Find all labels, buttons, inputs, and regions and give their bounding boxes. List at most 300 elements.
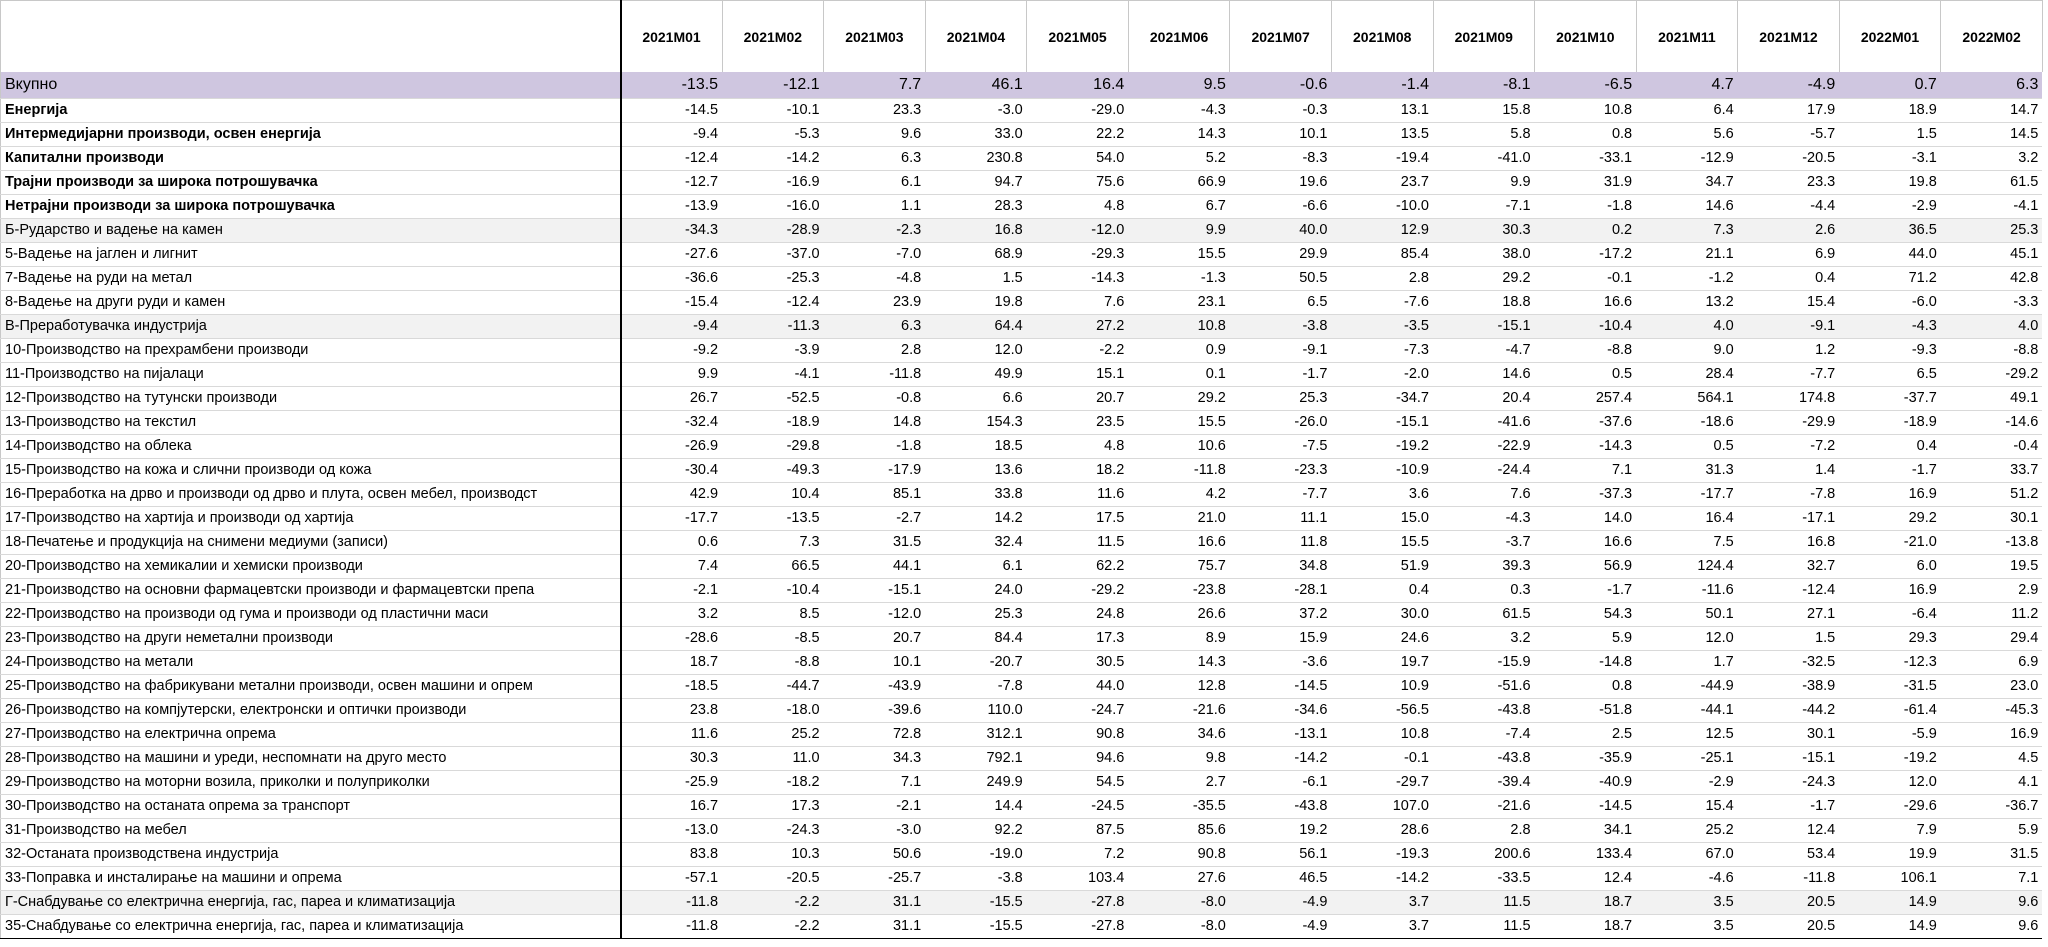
value-cell[interactable]: 23.1 (1128, 291, 1230, 315)
row-label-cell[interactable]: Интермедијарни производи, освен енергија (1, 123, 621, 147)
value-cell[interactable]: 19.5 (1941, 555, 2043, 579)
value-cell[interactable]: 25.3 (1230, 387, 1332, 411)
value-cell[interactable]: 133.4 (1535, 843, 1637, 867)
value-cell[interactable]: 32.4 (925, 531, 1027, 555)
value-cell[interactable]: -43.8 (1433, 699, 1535, 723)
value-cell[interactable]: 17.5 (1027, 507, 1129, 531)
value-cell[interactable]: 29.3 (1839, 627, 1941, 651)
value-cell[interactable]: 19.9 (1839, 843, 1941, 867)
value-cell[interactable]: -19.0 (925, 843, 1027, 867)
value-cell[interactable]: -7.8 (925, 675, 1027, 699)
value-cell[interactable]: 33.8 (925, 483, 1027, 507)
value-cell[interactable]: -3.6 (1230, 651, 1332, 675)
value-cell[interactable]: -8.8 (722, 651, 824, 675)
value-cell[interactable]: 20.4 (1433, 387, 1535, 411)
value-cell[interactable]: -19.3 (1331, 843, 1433, 867)
value-cell[interactable]: -7.1 (1433, 195, 1535, 219)
value-cell[interactable]: -10.0 (1331, 195, 1433, 219)
value-cell[interactable]: -3.0 (925, 99, 1027, 123)
value-cell[interactable]: 22.2 (1027, 123, 1129, 147)
value-cell[interactable]: 10.6 (1128, 435, 1230, 459)
value-cell[interactable]: -3.5 (1331, 315, 1433, 339)
value-cell[interactable]: -15.1 (824, 579, 926, 603)
value-cell[interactable]: 4.0 (1636, 315, 1738, 339)
value-cell[interactable]: 87.5 (1027, 819, 1129, 843)
value-cell[interactable]: -44.2 (1738, 699, 1840, 723)
row-label-cell[interactable]: В-Преработувачка индустрија (1, 315, 621, 339)
value-cell[interactable]: 14.5 (1941, 123, 2043, 147)
value-cell[interactable]: 12.8 (1128, 675, 1230, 699)
value-cell[interactable]: -15.5 (925, 915, 1027, 939)
value-cell[interactable]: 110.0 (925, 699, 1027, 723)
value-cell[interactable]: 20.5 (1738, 915, 1840, 939)
value-cell[interactable]: -29.7 (1331, 771, 1433, 795)
value-cell[interactable]: 26.7 (621, 387, 723, 411)
value-cell[interactable]: -12.0 (1027, 219, 1129, 243)
value-cell[interactable]: -7.3 (1331, 339, 1433, 363)
value-cell[interactable]: 5.6 (1636, 123, 1738, 147)
value-cell[interactable]: 16.8 (1738, 531, 1840, 555)
value-cell[interactable]: -13.8 (1941, 531, 2043, 555)
value-cell[interactable]: 94.7 (925, 171, 1027, 195)
value-cell[interactable]: 18.7 (1535, 891, 1637, 915)
value-cell[interactable]: 7.6 (1027, 291, 1129, 315)
value-cell[interactable]: -11.8 (824, 363, 926, 387)
value-cell[interactable]: -1.2 (1636, 267, 1738, 291)
value-cell[interactable]: -2.7 (824, 507, 926, 531)
value-cell[interactable]: -3.8 (925, 867, 1027, 891)
value-cell[interactable]: -3.9 (722, 339, 824, 363)
value-cell[interactable]: -3.3 (1941, 291, 2043, 315)
value-cell[interactable]: -12.7 (621, 171, 723, 195)
value-cell[interactable]: 15.5 (1128, 243, 1230, 267)
value-cell[interactable]: 9.9 (621, 363, 723, 387)
value-cell[interactable]: 7.4 (621, 555, 723, 579)
row-label-cell[interactable]: 7-Вадење на руди на метал (1, 267, 621, 291)
value-cell[interactable]: 21.1 (1636, 243, 1738, 267)
value-cell[interactable]: 18.2 (1027, 459, 1129, 483)
value-cell[interactable]: 14.6 (1433, 363, 1535, 387)
value-cell[interactable]: 7.2 (1027, 843, 1129, 867)
value-cell[interactable]: 16.4 (1636, 507, 1738, 531)
row-label-cell[interactable]: Вкупно (1, 72, 621, 99)
value-cell[interactable]: 10.1 (1230, 123, 1332, 147)
value-cell[interactable]: 6.5 (1230, 291, 1332, 315)
row-label-cell[interactable]: Нетрајни производи за широка потрошувачка (1, 195, 621, 219)
value-cell[interactable]: -8.8 (1535, 339, 1637, 363)
value-cell[interactable]: 174.8 (1738, 387, 1840, 411)
value-cell[interactable]: -29.2 (1941, 363, 2043, 387)
value-cell[interactable]: -52.5 (722, 387, 824, 411)
row-label-cell[interactable]: Трајни производи за широка потрошувачка (1, 171, 621, 195)
value-cell[interactable]: -13.1 (1230, 723, 1332, 747)
row-label-cell[interactable]: 10-Производство на прехрамбени производи (1, 339, 621, 363)
value-cell[interactable]: -32.5 (1738, 651, 1840, 675)
value-cell[interactable]: 13.1 (1331, 99, 1433, 123)
value-cell[interactable]: 94.6 (1027, 747, 1129, 771)
value-cell[interactable]: 0.7 (1839, 72, 1941, 99)
value-cell[interactable]: -7.5 (1230, 435, 1332, 459)
value-cell[interactable]: -37.7 (1839, 387, 1941, 411)
value-cell[interactable]: 12.0 (925, 339, 1027, 363)
row-label-cell[interactable]: Г-Снабдување со електрична енергија, гас, пареа и климатизација (1, 891, 621, 915)
value-cell[interactable]: 28.4 (1636, 363, 1738, 387)
value-cell[interactable]: -1.3 (1128, 267, 1230, 291)
value-cell[interactable]: 31.5 (1941, 843, 2043, 867)
value-cell[interactable]: 19.2 (1230, 819, 1332, 843)
value-cell[interactable]: 6.0 (1839, 555, 1941, 579)
value-cell[interactable]: 46.1 (925, 72, 1027, 99)
value-cell[interactable]: 14.8 (824, 411, 926, 435)
value-cell[interactable]: -4.1 (1941, 195, 2043, 219)
value-cell[interactable]: 14.9 (1839, 915, 1941, 939)
value-cell[interactable]: -11.8 (621, 915, 723, 939)
value-cell[interactable]: 7.3 (1636, 219, 1738, 243)
value-cell[interactable]: 32.7 (1738, 555, 1840, 579)
value-cell[interactable]: -38.9 (1738, 675, 1840, 699)
value-cell[interactable]: 9.6 (1941, 915, 2043, 939)
value-cell[interactable]: 6.3 (824, 147, 926, 171)
value-cell[interactable]: -0.3 (1230, 99, 1332, 123)
value-cell[interactable]: -13.0 (621, 819, 723, 843)
value-cell[interactable]: 31.5 (824, 531, 926, 555)
column-header[interactable]: 2021M08 (1331, 1, 1433, 73)
value-cell[interactable]: -9.4 (621, 123, 723, 147)
value-cell[interactable]: -36.7 (1941, 795, 2043, 819)
value-cell[interactable]: -29.8 (722, 435, 824, 459)
value-cell[interactable]: 40.0 (1230, 219, 1332, 243)
value-cell[interactable]: -9.4 (621, 315, 723, 339)
value-cell[interactable]: 5.8 (1433, 123, 1535, 147)
value-cell[interactable]: -23.3 (1230, 459, 1332, 483)
value-cell[interactable]: 34.3 (824, 747, 926, 771)
value-cell[interactable]: 0.4 (1839, 435, 1941, 459)
value-cell[interactable]: 2.7 (1128, 771, 1230, 795)
row-label-cell[interactable]: 18-Печатење и продукција на снимени медиуми (записи) (1, 531, 621, 555)
value-cell[interactable]: -40.9 (1535, 771, 1637, 795)
value-cell[interactable]: 12.0 (1839, 771, 1941, 795)
value-cell[interactable]: 2.8 (824, 339, 926, 363)
value-cell[interactable]: 3.5 (1636, 891, 1738, 915)
value-cell[interactable]: -29.9 (1738, 411, 1840, 435)
row-label-cell[interactable]: 24-Производство на метали (1, 651, 621, 675)
value-cell[interactable]: 7.1 (824, 771, 926, 795)
value-cell[interactable]: -7.7 (1738, 363, 1840, 387)
value-cell[interactable]: 23.5 (1027, 411, 1129, 435)
column-header[interactable]: 2021M07 (1230, 1, 1332, 73)
value-cell[interactable]: -43.8 (1230, 795, 1332, 819)
value-cell[interactable]: 9.9 (1433, 171, 1535, 195)
value-cell[interactable]: 34.7 (1636, 171, 1738, 195)
value-cell[interactable]: -12.0 (824, 603, 926, 627)
value-cell[interactable]: -39.6 (824, 699, 926, 723)
value-cell[interactable]: -1.8 (824, 435, 926, 459)
value-cell[interactable]: -35.9 (1535, 747, 1637, 771)
value-cell[interactable]: 106.1 (1839, 867, 1941, 891)
row-label-cell[interactable]: 20-Производство на хемикалии и хемиски производи (1, 555, 621, 579)
value-cell[interactable]: 107.0 (1331, 795, 1433, 819)
value-cell[interactable]: -27.6 (621, 243, 723, 267)
value-cell[interactable]: -4.3 (1433, 507, 1535, 531)
value-cell[interactable]: -17.7 (621, 507, 723, 531)
value-cell[interactable]: 3.2 (1433, 627, 1535, 651)
row-label-cell[interactable]: 17-Производство на хартија и производи од хартија (1, 507, 621, 531)
value-cell[interactable]: -21.6 (1128, 699, 1230, 723)
value-cell[interactable]: -2.0 (1331, 363, 1433, 387)
value-cell[interactable]: 17.3 (722, 795, 824, 819)
value-cell[interactable]: 37.2 (1230, 603, 1332, 627)
value-cell[interactable]: 18.8 (1433, 291, 1535, 315)
value-cell[interactable]: -51.8 (1535, 699, 1637, 723)
value-cell[interactable]: 54.3 (1535, 603, 1637, 627)
value-cell[interactable]: 66.5 (722, 555, 824, 579)
value-cell[interactable]: 8.5 (722, 603, 824, 627)
value-cell[interactable]: -4.3 (1839, 315, 1941, 339)
value-cell[interactable]: -18.0 (722, 699, 824, 723)
value-cell[interactable]: 83.8 (621, 843, 723, 867)
value-cell[interactable]: 2.8 (1331, 267, 1433, 291)
value-cell[interactable]: -29.6 (1839, 795, 1941, 819)
value-cell[interactable]: 6.3 (1941, 72, 2043, 99)
value-cell[interactable]: 7.9 (1839, 819, 1941, 843)
value-cell[interactable]: 0.8 (1535, 675, 1637, 699)
value-cell[interactable]: 26.6 (1128, 603, 1230, 627)
value-cell[interactable]: 21.0 (1128, 507, 1230, 531)
value-cell[interactable]: -5.3 (722, 123, 824, 147)
value-cell[interactable]: -7.4 (1433, 723, 1535, 747)
value-cell[interactable]: -18.9 (722, 411, 824, 435)
value-cell[interactable]: 49.1 (1941, 387, 2043, 411)
value-cell[interactable]: 29.4 (1941, 627, 2043, 651)
value-cell[interactable]: 23.8 (621, 699, 723, 723)
value-cell[interactable]: -14.6 (1941, 411, 2043, 435)
value-cell[interactable]: -16.9 (722, 171, 824, 195)
value-cell[interactable]: -8.5 (722, 627, 824, 651)
value-cell[interactable]: -11.8 (621, 891, 723, 915)
row-label-cell[interactable]: 21-Производство на основни фармацевтски производи и фармацевтски препа (1, 579, 621, 603)
value-cell[interactable]: 51.2 (1941, 483, 2043, 507)
value-cell[interactable]: 7.6 (1433, 483, 1535, 507)
value-cell[interactable]: 103.4 (1027, 867, 1129, 891)
value-cell[interactable]: -15.9 (1433, 651, 1535, 675)
value-cell[interactable]: -25.3 (722, 267, 824, 291)
value-cell[interactable]: -24.4 (1433, 459, 1535, 483)
value-cell[interactable]: 23.9 (824, 291, 926, 315)
value-cell[interactable]: -9.3 (1839, 339, 1941, 363)
column-header[interactable]: 2021M01 (621, 1, 723, 73)
value-cell[interactable]: -8.0 (1128, 915, 1230, 939)
value-cell[interactable]: -11.8 (1128, 459, 1230, 483)
value-cell[interactable]: 7.5 (1636, 531, 1738, 555)
value-cell[interactable]: 7.1 (1941, 867, 2043, 891)
value-cell[interactable]: -7.8 (1738, 483, 1840, 507)
value-cell[interactable]: -28.9 (722, 219, 824, 243)
value-cell[interactable]: -2.2 (722, 891, 824, 915)
value-cell[interactable]: 4.1 (1941, 771, 2043, 795)
value-cell[interactable]: 18.9 (1839, 99, 1941, 123)
value-cell[interactable]: -12.4 (722, 291, 824, 315)
value-cell[interactable]: -1.8 (1535, 195, 1637, 219)
value-cell[interactable]: -20.7 (925, 651, 1027, 675)
value-cell[interactable]: 50.5 (1230, 267, 1332, 291)
value-cell[interactable]: 1.5 (925, 267, 1027, 291)
value-cell[interactable]: -8.8 (1941, 339, 2043, 363)
value-cell[interactable]: -4.9 (1738, 72, 1840, 99)
column-header[interactable]: 2021M10 (1535, 1, 1637, 73)
value-cell[interactable]: 75.7 (1128, 555, 1230, 579)
value-cell[interactable]: 42.8 (1941, 267, 2043, 291)
value-cell[interactable]: -4.9 (1230, 891, 1332, 915)
value-cell[interactable]: 11.8 (1230, 531, 1332, 555)
value-cell[interactable]: -51.6 (1433, 675, 1535, 699)
value-cell[interactable]: 34.8 (1230, 555, 1332, 579)
value-cell[interactable]: -13.5 (621, 72, 723, 99)
value-cell[interactable]: 56.1 (1230, 843, 1332, 867)
value-cell[interactable]: 0.9 (1128, 339, 1230, 363)
value-cell[interactable]: 4.5 (1941, 747, 2043, 771)
value-cell[interactable]: -1.7 (1738, 795, 1840, 819)
value-cell[interactable]: 10.8 (1128, 315, 1230, 339)
value-cell[interactable]: 24.8 (1027, 603, 1129, 627)
value-cell[interactable]: 6.9 (1941, 651, 2043, 675)
row-label-cell[interactable]: 11-Производство на пијалаци (1, 363, 621, 387)
value-cell[interactable]: -20.5 (1738, 147, 1840, 171)
value-cell[interactable]: 49.9 (925, 363, 1027, 387)
value-cell[interactable]: -4.7 (1433, 339, 1535, 363)
value-cell[interactable]: 11.6 (1027, 483, 1129, 507)
value-cell[interactable]: 12.4 (1738, 819, 1840, 843)
value-cell[interactable]: 17.9 (1738, 99, 1840, 123)
value-cell[interactable]: 42.9 (621, 483, 723, 507)
value-cell[interactable]: 7.7 (824, 72, 926, 99)
value-cell[interactable]: 54.5 (1027, 771, 1129, 795)
value-cell[interactable]: -44.7 (722, 675, 824, 699)
value-cell[interactable]: 56.9 (1535, 555, 1637, 579)
value-cell[interactable]: -16.0 (722, 195, 824, 219)
value-cell[interactable]: 15.4 (1738, 291, 1840, 315)
value-cell[interactable]: -12.9 (1636, 147, 1738, 171)
value-cell[interactable]: 30.0 (1331, 603, 1433, 627)
value-cell[interactable]: 33.0 (925, 123, 1027, 147)
value-cell[interactable]: 10.9 (1331, 675, 1433, 699)
value-cell[interactable]: 9.9 (1128, 219, 1230, 243)
value-cell[interactable]: 14.3 (1128, 651, 1230, 675)
value-cell[interactable]: -7.2 (1738, 435, 1840, 459)
value-cell[interactable]: -24.7 (1027, 699, 1129, 723)
value-cell[interactable]: -10.1 (722, 99, 824, 123)
value-cell[interactable]: -4.3 (1128, 99, 1230, 123)
value-cell[interactable]: -27.8 (1027, 891, 1129, 915)
value-cell[interactable]: -5.9 (1839, 723, 1941, 747)
value-cell[interactable]: -32.4 (621, 411, 723, 435)
value-cell[interactable]: 4.2 (1128, 483, 1230, 507)
value-cell[interactable]: 3.6 (1331, 483, 1433, 507)
value-cell[interactable]: -4.8 (824, 267, 926, 291)
value-cell[interactable]: -7.7 (1230, 483, 1332, 507)
value-cell[interactable]: 14.2 (925, 507, 1027, 531)
value-cell[interactable]: -10.9 (1331, 459, 1433, 483)
value-cell[interactable]: -3.7 (1433, 531, 1535, 555)
value-cell[interactable]: -14.2 (1230, 747, 1332, 771)
value-cell[interactable]: -61.4 (1839, 699, 1941, 723)
value-cell[interactable]: 4.0 (1941, 315, 2043, 339)
value-cell[interactable]: -14.2 (722, 147, 824, 171)
value-cell[interactable]: 11.2 (1941, 603, 2043, 627)
value-cell[interactable]: 31.9 (1535, 171, 1637, 195)
value-cell[interactable]: 16.6 (1128, 531, 1230, 555)
value-cell[interactable]: 792.1 (925, 747, 1027, 771)
value-cell[interactable]: 30.1 (1941, 507, 2043, 531)
value-cell[interactable]: -33.5 (1433, 867, 1535, 891)
value-cell[interactable]: 13.2 (1636, 291, 1738, 315)
value-cell[interactable]: -14.5 (1230, 675, 1332, 699)
value-cell[interactable]: -2.2 (1027, 339, 1129, 363)
value-cell[interactable]: 23.3 (824, 99, 926, 123)
value-cell[interactable]: 67.0 (1636, 843, 1738, 867)
value-cell[interactable]: -10.4 (722, 579, 824, 603)
value-cell[interactable]: 6.3 (824, 315, 926, 339)
value-cell[interactable]: 15.5 (1128, 411, 1230, 435)
value-cell[interactable]: -15.1 (1433, 315, 1535, 339)
value-cell[interactable]: -14.2 (1331, 867, 1433, 891)
value-cell[interactable]: 38.0 (1433, 243, 1535, 267)
value-cell[interactable]: 33.7 (1941, 459, 2043, 483)
row-label-cell[interactable]: 25-Производство на фабрикувани метални производи, освен машини и опрем (1, 675, 621, 699)
value-cell[interactable]: 19.6 (1230, 171, 1332, 195)
value-cell[interactable]: 71.2 (1839, 267, 1941, 291)
value-cell[interactable]: 12.0 (1636, 627, 1738, 651)
value-cell[interactable]: 1.4 (1738, 459, 1840, 483)
value-cell[interactable]: -2.1 (824, 795, 926, 819)
value-cell[interactable]: -12.1 (722, 72, 824, 99)
value-cell[interactable]: -0.6 (1230, 72, 1332, 99)
value-cell[interactable]: -45.3 (1941, 699, 2043, 723)
value-cell[interactable]: 1.5 (1738, 627, 1840, 651)
value-cell[interactable]: 30.3 (1433, 219, 1535, 243)
value-cell[interactable]: -24.3 (722, 819, 824, 843)
column-header[interactable]: 2022M01 (1839, 1, 1941, 73)
value-cell[interactable]: -21.6 (1433, 795, 1535, 819)
value-cell[interactable]: -12.3 (1839, 651, 1941, 675)
value-cell[interactable]: 15.9 (1230, 627, 1332, 651)
value-cell[interactable]: 90.8 (1027, 723, 1129, 747)
value-cell[interactable]: 16.9 (1839, 579, 1941, 603)
value-cell[interactable]: -37.0 (722, 243, 824, 267)
value-cell[interactable]: -0.4 (1941, 435, 2043, 459)
value-cell[interactable]: 39.3 (1433, 555, 1535, 579)
row-label-cell[interactable]: 22-Производство на производи од гума и производи од пластични маси (1, 603, 621, 627)
value-cell[interactable]: 12.4 (1535, 867, 1637, 891)
value-cell[interactable]: 53.4 (1738, 843, 1840, 867)
row-label-cell[interactable]: 28-Производство на машини и уреди, неспомнати на друго место (1, 747, 621, 771)
value-cell[interactable]: 0.5 (1535, 363, 1637, 387)
value-cell[interactable]: 11.1 (1230, 507, 1332, 531)
value-cell[interactable]: -15.1 (1331, 411, 1433, 435)
value-cell[interactable]: -25.9 (621, 771, 723, 795)
value-cell[interactable]: -41.6 (1433, 411, 1535, 435)
row-label-cell[interactable]: 27-Производство на електрична опрема (1, 723, 621, 747)
row-label-cell[interactable]: 26-Производство на компјутерски, електронски и оптички производи (1, 699, 621, 723)
value-cell[interactable]: 3.7 (1331, 915, 1433, 939)
value-cell[interactable]: -2.2 (722, 915, 824, 939)
value-cell[interactable]: 68.9 (925, 243, 1027, 267)
value-cell[interactable]: 9.0 (1636, 339, 1738, 363)
value-cell[interactable]: -33.1 (1535, 147, 1637, 171)
value-cell[interactable]: 16.6 (1535, 291, 1637, 315)
value-cell[interactable]: 19.8 (925, 291, 1027, 315)
value-cell[interactable]: -9.2 (621, 339, 723, 363)
value-cell[interactable]: -7.6 (1331, 291, 1433, 315)
